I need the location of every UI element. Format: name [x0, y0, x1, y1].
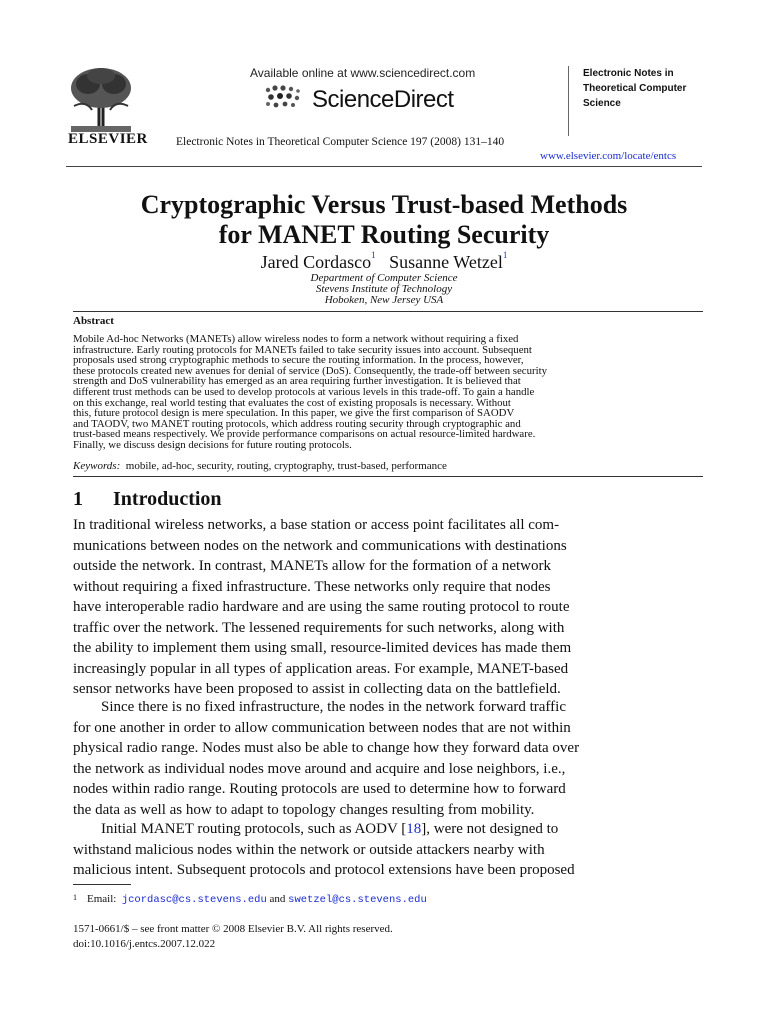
abstract-line: different trust methods can be used to develop protocols at various levels in this trade-off. To gain a handle — [73, 385, 535, 398]
journal-box-line-2: Theoretical Computer — [583, 83, 687, 94]
section-number: 1 — [73, 488, 83, 510]
footnote-link[interactable]: 1 — [502, 250, 508, 260]
text-line: have interoperable radio hardware and are using the same routing protocol to route — [73, 599, 570, 615]
abstract-line: Finally, we discuss design decisions for future routing protocols. — [73, 438, 352, 451]
citation-link[interactable]: 18 — [406, 821, 422, 837]
footnote-label: Email: — [87, 893, 117, 905]
paper-title — [66, 190, 702, 250]
keywords-label: Keywords: — [73, 460, 121, 472]
abstract-heading: Abstract — [73, 315, 114, 327]
abstract-line: these protocols created new avenues for denial of service (DoS). Consequently, the trade-off between security — [73, 364, 547, 377]
journal-box-line-1: Electronic Notes in — [583, 68, 674, 79]
abstract-line: trust-based means respectively. We provide performance comparisons on actual resource-limited hardware. — [73, 428, 536, 441]
elsevier-tree-logo — [66, 66, 136, 134]
available-online-text[interactable]: Available online at www.sciencedirect.com — [250, 66, 476, 80]
footnote-rule — [73, 884, 131, 885]
text-line: physical radio range. Nodes must also be able to change how they forward data over — [73, 740, 580, 756]
text-line: In traditional wireless networks, a base station or access point facilitates all com- — [73, 517, 560, 533]
text-line: Since there is no fixed infrastructure, the nodes in the network forward traffic — [101, 699, 566, 715]
text-line: withstand malicious nodes within the network or outside attackers nearby with — [73, 841, 545, 858]
text-line — [73, 819, 703, 840]
journal-url-link[interactable]: www.elsevier.com/locate/entcs — [540, 150, 677, 162]
text-line: nodes within radio range. Routing protocols are used to determine how to forward — [73, 781, 566, 797]
text-fragment: ], were not designed to — [421, 821, 559, 837]
author-name: Jared Cordasco — [260, 252, 372, 272]
text-line: the network as individual nodes move around and acquire and lose neighbors, i.e., — [73, 760, 566, 777]
abstract-body — [73, 334, 703, 451]
copyright-block — [73, 922, 393, 952]
keywords-list: mobile, ad-hoc, security, routing, cryptography, trust-based, performance — [125, 460, 447, 472]
paragraph-2 — [73, 697, 703, 820]
paragraph-3 — [73, 819, 703, 881]
author-name: Susanne Wetzel — [389, 252, 503, 272]
copyright-line: 1571-0661/$ – see front matter © 2008 Elsevier B.V. All rights reserved. — [73, 923, 393, 935]
abstract-line: and TAODV, two MANET routing protocols, which address routing security through cryptographic and — [73, 417, 521, 430]
abstract-top-rule — [73, 311, 703, 312]
email-link[interactable]: jcordasc@cs.stevens.edu — [121, 894, 267, 906]
text-fragment: Initial MANET routing protocols, such as AODV [ — [101, 821, 407, 837]
journal-citation: Electronic Notes in Theoretical Computer Science 197 (2008) 131–140 — [176, 136, 505, 148]
abstract-line: Mobile Ad-hoc Networks (MANETs) allow wireless nodes to form a network without requiring a fixed — [73, 333, 519, 345]
footnote-and: and — [269, 893, 286, 905]
abstract-line: on this exchange, real world testing that evaluates the cost of existing proposals is necessary. Without — [73, 396, 511, 409]
publisher-name: ELSEVIER — [68, 131, 148, 147]
paragraph-1 — [73, 515, 703, 700]
sciencedirect-logo-text: ScienceDirect — [312, 86, 454, 113]
keywords — [73, 460, 703, 472]
header-divider — [66, 166, 702, 167]
authors — [66, 252, 702, 273]
footnote-link[interactable]: 1 — [371, 250, 376, 260]
title-line-2: for MANET Routing Security — [218, 220, 550, 249]
section-title: Introduction — [113, 488, 222, 510]
abstract-line: this, future protocol design is mere speculation. In this paper, we give the first comparison of SAODV — [73, 407, 515, 420]
text-line: for one another in order to allow communication between nodes that are not within — [73, 719, 571, 736]
affiliation-line: Stevens Institute of Technology — [315, 283, 453, 295]
section-heading — [73, 488, 222, 511]
text-line: the ability to implement them using small, resource-limited devices has made them — [73, 640, 572, 656]
affiliation-line: Department of Computer Science — [310, 272, 458, 284]
abstract-line: infrastructure. Early routing protocols for MANETs failed to take security issues into account. Subsequent — [73, 343, 532, 356]
title-line-1: Cryptographic Versus Trust-based Methods — [140, 190, 628, 219]
text-line: increasingly popular in all types of application areas. For example, MANET-based — [73, 660, 569, 677]
affiliation — [66, 273, 702, 306]
text-line: munications between nodes on the network and communications with destinations — [73, 537, 567, 554]
doi-line: doi:10.1016/j.entcs.2007.12.022 — [73, 938, 216, 950]
footnote-mark: 1 — [73, 893, 77, 902]
abstract-line: strength and DoS vulnerability has emerged as an area requiring further investigation. It is believed that — [73, 375, 521, 388]
text-line: without requiring a fixed infrastructure. These networks only require that nodes — [73, 578, 551, 595]
text-line: traffic over the network. The lessened requirements for such networks, along with — [73, 619, 565, 636]
abstract-line: proposals used strong cryptographic methods to secure the routing information. In the process, however, — [73, 354, 524, 367]
affiliation-line: Hoboken, New Jersey USA — [324, 294, 444, 306]
sciencedirect-dots-icon — [262, 84, 310, 110]
footnote — [73, 893, 427, 906]
abstract-bottom-rule — [73, 476, 703, 477]
journal-name-box — [568, 66, 703, 136]
journal-box-line-3: Science — [583, 98, 621, 109]
text-line: the data as well as how to adapt to topology changes resulting from mobility. — [73, 801, 535, 818]
text-line: outside the network. In contrast, MANETs allow for the formation of a network — [73, 558, 552, 574]
text-line: sensor networks have been proposed to assist in collecting data on the battlefield. — [73, 681, 561, 697]
text-line: malicious intent. Subsequent protocols and protocol extensions have been proposed — [73, 862, 575, 878]
email-link[interactable]: swetzel@cs.stevens.edu — [288, 894, 427, 906]
